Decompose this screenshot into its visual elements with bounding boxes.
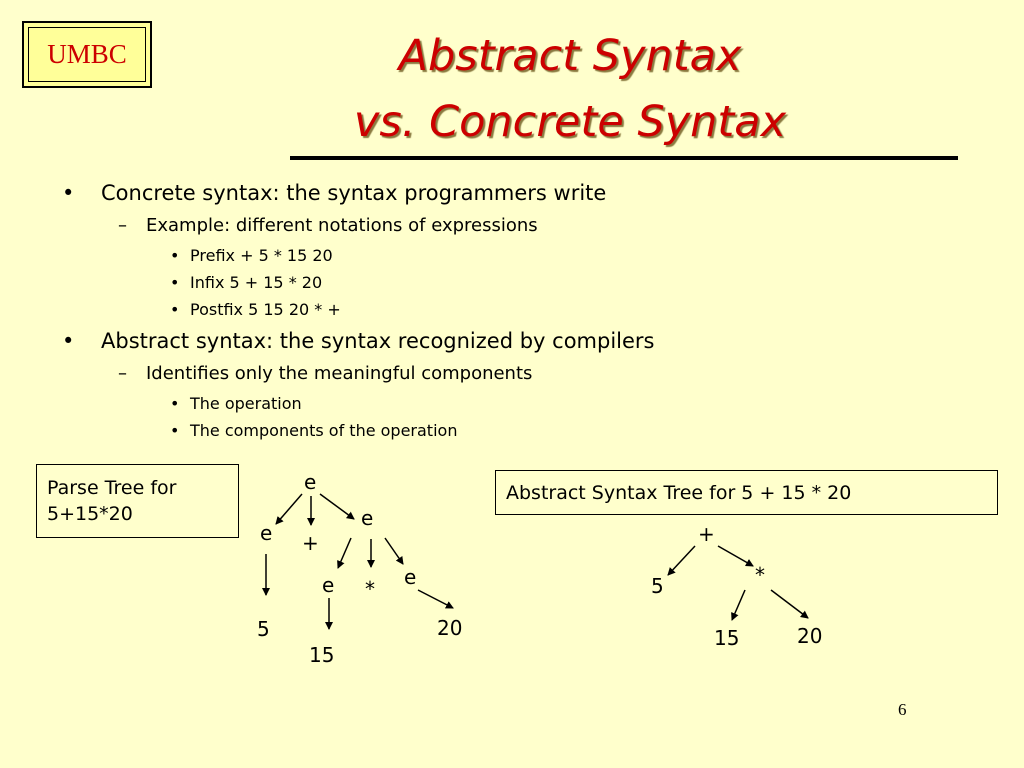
parse-edge <box>276 494 302 524</box>
parse-node-20: 20 <box>437 616 463 640</box>
parse-edge <box>418 590 453 608</box>
parse-node-e-mid: e <box>322 573 335 597</box>
parse-tree-caption: Parse Tree for 5+15*20 <box>36 464 239 538</box>
bullet-dot-icon: • <box>170 300 180 319</box>
parse-edge <box>338 538 351 568</box>
ast-edge <box>718 546 753 566</box>
parse-node-e-far: e <box>404 565 417 589</box>
parse-node-e-left: e <box>260 521 273 545</box>
bullet-dot-icon: • <box>170 421 180 440</box>
bullet-dot-icon: • <box>62 181 75 205</box>
parse-node-times: * <box>365 577 375 601</box>
ast-node-times: * <box>755 563 765 587</box>
bullet-concrete: Concrete syntax: the syntax programmers write <box>101 181 607 205</box>
bullet-example: Example: different notations of expressions <box>146 215 538 236</box>
slide-title-line1: Abstract Syntax <box>398 31 742 81</box>
ast-edge <box>732 590 745 620</box>
parse-node-plus: + <box>302 531 319 555</box>
ast-node-15: 15 <box>714 626 740 650</box>
bullet-dot-icon: • <box>62 329 75 353</box>
bullet-dot-icon: • <box>170 394 180 413</box>
parse-edge <box>385 538 403 564</box>
bullet-dot-icon: • <box>170 246 180 265</box>
bullet-identifies: Identifies only the meaningful components <box>146 363 533 384</box>
ast-edge <box>668 546 695 575</box>
ast-edge <box>771 590 808 618</box>
page-number: 6 <box>898 700 907 719</box>
ast-node-5: 5 <box>651 574 664 598</box>
slide-title-line2: vs. Concrete Syntax <box>353 97 787 147</box>
bullet-dot-icon: • <box>170 273 180 292</box>
ast-node-20: 20 <box>797 624 823 648</box>
parse-node-5: 5 <box>257 617 270 641</box>
bullet-abstract: Abstract syntax: the syntax recognized by compilers <box>101 329 655 353</box>
bullet-operation: The operation <box>190 394 302 413</box>
parse-edge <box>320 494 354 519</box>
bullet-prefix: Prefix + 5 * 15 20 <box>190 246 333 265</box>
bullet-postfix: Postfix 5 15 20 * + <box>190 300 341 319</box>
dash-icon: – <box>118 215 127 236</box>
ast-caption: Abstract Syntax Tree for 5 + 15 * 20 <box>495 470 998 515</box>
bullet-infix: Infix 5 + 15 * 20 <box>190 273 323 292</box>
parse-node-15: 15 <box>309 643 335 667</box>
logo-text: UMBC <box>47 39 127 69</box>
dash-icon: – <box>118 363 127 384</box>
parse-node-e-right: e <box>361 506 374 530</box>
parse-node-root: e <box>304 470 317 494</box>
ast-node-plus: + <box>698 522 715 546</box>
bullet-components: The components of the operation <box>190 421 458 440</box>
